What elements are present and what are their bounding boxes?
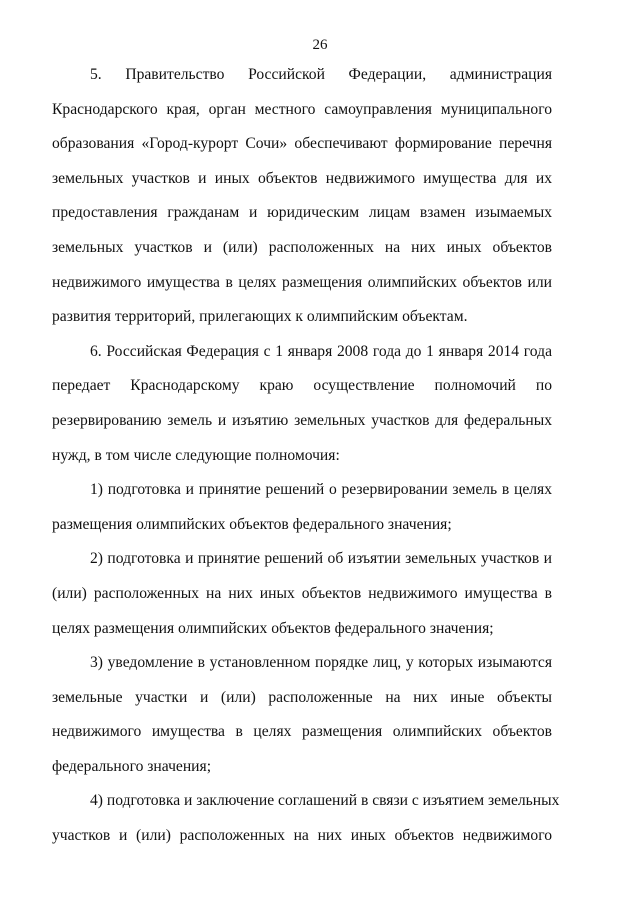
list-item-3: [52, 646, 552, 784]
document-body: [52, 58, 560, 854]
text-line: 4) подготовка и заключение соглашений в связи с изъятием земельных: [90, 792, 560, 810]
text-line: 1) подготовка и принятие решений о резервировании земель в целях: [90, 481, 552, 499]
text-line: (или) расположенных на них иных объектов недвижимого имущества в: [52, 584, 552, 602]
text-line: федерального значения;: [52, 757, 212, 775]
text-line: целях размещения олимпийских объектов федерального значения;: [52, 619, 494, 637]
list-item-1: [52, 473, 552, 542]
text-line: резервированию земель и изъятию земельных участков для федеральных: [52, 411, 552, 429]
paragraph-6: [52, 335, 552, 473]
text-line: участков и (или) расположенных на них иных объектов недвижимого: [52, 827, 552, 845]
text-line: земельные участки и (или) расположенные на них иные объекты: [52, 688, 552, 706]
list-item-4: [52, 784, 560, 853]
text-line: развития территорий, прилегающих к олимпийским объектам.: [52, 308, 468, 326]
text-line: земельных участков и (или) расположенных на них иных объектов: [52, 238, 552, 256]
text-line: Краснодарского края, орган местного самоуправления муниципального: [52, 100, 552, 118]
paragraph-5: [52, 58, 552, 335]
text-line: образования «Город-курорт Сочи» обеспечивают формирование перечня: [52, 135, 552, 153]
text-line: 6. Российская Федерация с 1 января 2008 года до 1 января 2014 года: [90, 342, 552, 360]
list-item-2: [52, 542, 552, 646]
text-line: недвижимого имущества в целях размещения олимпийских объектов или: [52, 273, 552, 291]
text-line: передает Краснодарскому краю осуществление полномочий по: [52, 377, 552, 395]
text-line: предоставления гражданам и юридическим лицам взамен изымаемых: [52, 204, 552, 222]
text-line: недвижимого имущества в целях размещения олимпийских объектов: [52, 723, 552, 741]
text-line: 5. Правительство Российской Федерации, администрация: [90, 66, 552, 83]
text-line: нужд, в том числе следующие полномочия:: [52, 446, 340, 464]
text-line: земельных участков и иных объектов недвижимого имущества для их: [52, 169, 552, 187]
text-line: 3) уведомление в установленном порядке лиц, у которых изымаются: [90, 654, 552, 672]
page-number: 26: [312, 37, 328, 53]
text-line: размещения олимпийских объектов федерального значения;: [52, 515, 452, 533]
text-line: 2) подготовка и принятие решений об изъятии земельных участков и: [90, 550, 552, 568]
